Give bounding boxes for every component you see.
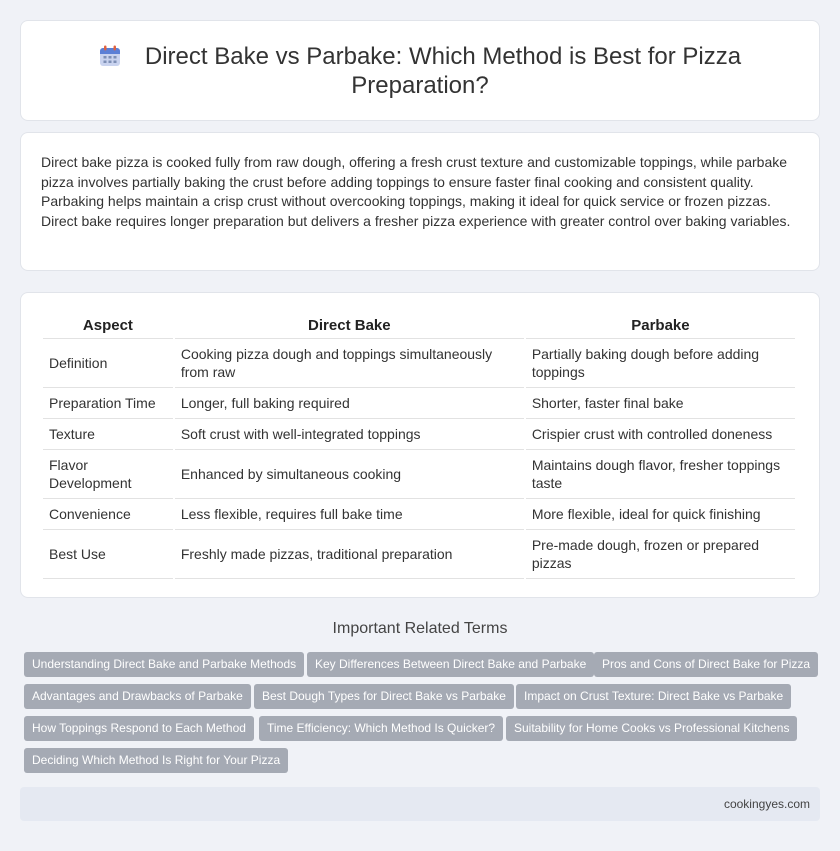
table-cell: Freshly made pizzas, traditional preparation <box>175 530 524 579</box>
table-cell: Cooking pizza dough and toppings simultaneously from raw <box>175 339 524 388</box>
table-row <box>43 339 795 388</box>
table-cell: Shorter, faster final bake <box>526 388 795 419</box>
related-term-tag[interactable]: How Toppings Respond to Each Method <box>24 716 254 741</box>
table-cell: Maintains dough flavor, fresher toppings taste <box>526 450 795 499</box>
table-cell: Best Use <box>43 530 173 579</box>
table-cell: Crispier crust with controlled doneness <box>526 419 795 450</box>
table-cell: Less flexible, requires full bake time <box>175 499 524 530</box>
table-cell: Preparation Time <box>43 388 173 419</box>
page-title-text: Direct Bake vs Parbake: Which Method is Best for Pizza Preparation? <box>144 42 742 99</box>
table-cell: Pre-made dough, frozen or prepared pizzas <box>526 530 795 579</box>
comparison-table-card <box>20 292 820 598</box>
table-cell: Partially baking dough before adding toppings <box>526 339 795 388</box>
table-cell: More flexible, ideal for quick finishing <box>526 499 795 530</box>
related-terms-heading: Important Related Terms <box>332 620 508 637</box>
comparison-table <box>41 313 797 579</box>
table-row <box>43 450 795 499</box>
related-term-tag[interactable]: Deciding Which Method Is Right for Your Pizza <box>24 748 288 773</box>
intro-paragraph: Direct bake pizza is cooked fully from raw dough, offering a fresh crust texture and customizable toppings, while parbake pizza involves partially baking the crust before adding toppings to ensure faster final cooking and consistent quality. Parbaking helps maintain a crisp crust without overcooking toppings, making it ideal for quick service or frozen pizzas. Direct bake requires longer preparation but delivers a fresher pizza experience with greater control over baking variables. <box>41 154 791 229</box>
intro-card <box>20 132 820 271</box>
page-title <box>60 42 780 100</box>
calendar-icon <box>99 45 121 67</box>
column-header: Aspect <box>43 313 173 339</box>
table-cell: Definition <box>43 339 173 388</box>
table-cell: Soft crust with well-integrated toppings <box>175 419 524 450</box>
related-term-tag[interactable]: Advantages and Drawbacks of Parbake <box>24 684 251 709</box>
table-row <box>43 530 795 579</box>
footer-site-link[interactable]: cookingyes.com <box>723 797 810 811</box>
table-row <box>43 499 795 530</box>
related-term-tag[interactable]: Best Dough Types for Direct Bake vs Parbake <box>254 684 514 709</box>
related-term-tag[interactable]: Understanding Direct Bake and Parbake Methods <box>24 652 304 677</box>
table-cell: Texture <box>43 419 173 450</box>
table-cell: Flavor Development <box>43 450 173 499</box>
table-cell: Longer, full baking required <box>175 388 524 419</box>
table-cell: Convenience <box>43 499 173 530</box>
footer <box>20 787 820 821</box>
column-header: Parbake <box>526 313 795 339</box>
related-term-tag[interactable]: Key Differences Between Direct Bake and Parbake <box>307 652 594 677</box>
table-row <box>43 388 795 419</box>
table-header-row <box>43 313 795 339</box>
table-cell: Enhanced by simultaneous cooking <box>175 450 524 499</box>
column-header: Direct Bake <box>175 313 524 339</box>
table-row <box>43 419 795 450</box>
related-term-tag[interactable]: Time Efficiency: Which Method Is Quicker? <box>259 716 503 741</box>
related-term-tag[interactable]: Suitability for Home Cooks vs Professional Kitchens <box>506 716 797 741</box>
title-card <box>20 20 820 121</box>
related-term-tag[interactable]: Pros and Cons of Direct Bake for Pizza <box>594 652 818 677</box>
related-term-tag[interactable]: Impact on Crust Texture: Direct Bake vs Parbake <box>516 684 791 709</box>
